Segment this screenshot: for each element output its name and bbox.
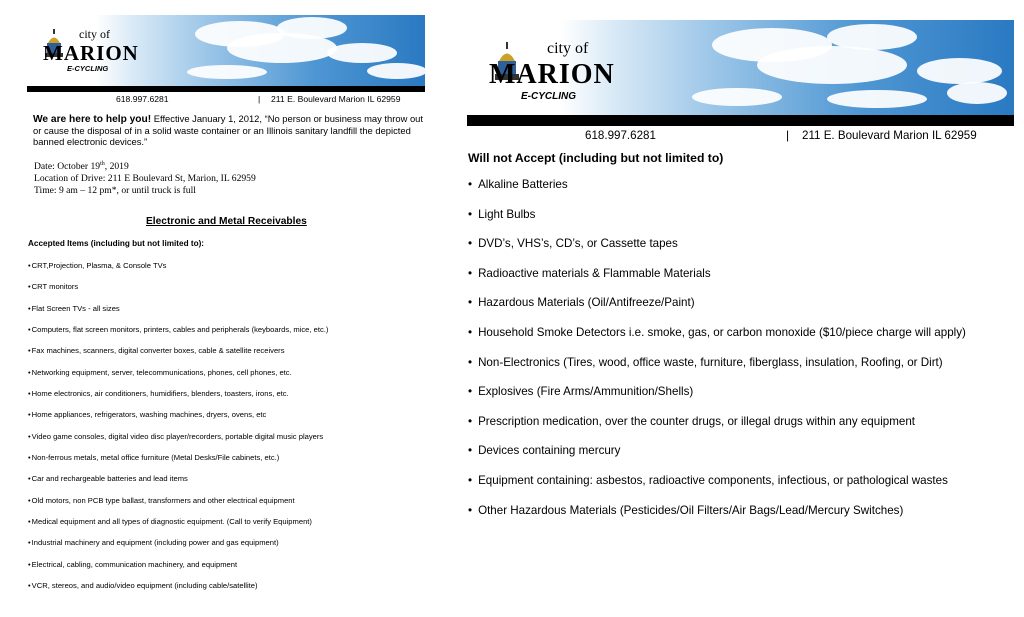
- bullet-icon: •: [28, 431, 31, 441]
- logo-marion-text: MARION: [43, 41, 139, 65]
- phone-number: 618.997.6281: [116, 94, 169, 104]
- rejected-item: [468, 296, 966, 326]
- accepted-item: [28, 368, 328, 389]
- drive-time: Time: 9 am – 12 pm*, or until truck is full: [34, 185, 196, 197]
- accepted-item: [28, 325, 328, 346]
- rejected-items-list: [468, 178, 966, 533]
- accepted-item-text: Industrial machinery and equipment (including power and gas equipment): [31, 538, 279, 548]
- accepted-item-text: Electrical, cabling, communication machinery, and equipment: [31, 559, 238, 569]
- bullet-icon: •: [468, 296, 473, 310]
- accepted-item-text: Car and rechargeable batteries and lead items: [31, 474, 188, 484]
- logo-city-text: city of: [547, 40, 589, 57]
- accepted-items-list: [28, 261, 328, 603]
- cloud: [692, 88, 782, 106]
- bullet-icon: •: [28, 261, 31, 270]
- accepted-item: [28, 282, 328, 303]
- bullet-icon: •: [28, 303, 31, 313]
- accepted-item: [28, 453, 328, 474]
- bullet-icon: •: [28, 389, 31, 399]
- accepted-item-text: Networking equipment, server, telecommunications, phones, cell phones, etc.: [31, 367, 292, 377]
- accepted-item: [28, 346, 328, 367]
- rejected-item-text: Equipment containing: asbestos, radioactive components, infectious, or pathological wastes: [478, 473, 948, 487]
- bullet-icon: •: [28, 474, 31, 484]
- phone-number: 618.997.6281: [585, 129, 656, 142]
- accepted-item: [28, 517, 328, 538]
- logo-ecycling-text: E-CYCLING: [521, 91, 576, 102]
- cloud: [277, 17, 347, 39]
- cloud: [187, 65, 267, 79]
- address: 211 E. Boulevard Marion IL 62959: [271, 94, 401, 104]
- rejected-item: [468, 178, 966, 208]
- cloud: [827, 24, 917, 50]
- logo-marion-text: MARION: [489, 59, 615, 90]
- bullet-icon: •: [28, 581, 31, 591]
- intro-text: Effective January 1, 2012, “No person or business may throw out or cause the disposal of in a solid waste container or an Illinois sanitary landfill the depicted banned electronic devices.”: [33, 113, 423, 147]
- cloud: [367, 63, 425, 79]
- rejected-item: [468, 385, 966, 415]
- bullet-icon: •: [468, 266, 473, 280]
- rejected-item-text: Prescription medication, over the counter drugs, or illegal drugs within any equipment: [478, 414, 915, 428]
- rejected-item-text: Non-Electronics (Tires, wood, office waste, furniture, fiberglass, insulation, Roofing, or Dirt): [478, 355, 943, 369]
- drive-location: Location of Drive: 211 E Boulevard St, Marion, IL 62959: [34, 173, 256, 185]
- bullet-icon: •: [468, 385, 473, 399]
- bullet-icon: •: [468, 355, 473, 369]
- accepted-item: [28, 581, 328, 602]
- accepted-item-text: Home appliances, refrigerators, washing machines, dryers, ovens, etc: [31, 410, 267, 420]
- logo-ecycling-text: E-CYCLING: [67, 64, 109, 73]
- bullet-icon: •: [468, 414, 473, 428]
- bullet-icon: •: [28, 453, 31, 463]
- banner-bar: [467, 115, 1014, 126]
- bullet-icon: •: [28, 325, 31, 335]
- accepted-item: [28, 496, 328, 517]
- bullet-icon: •: [468, 178, 473, 191]
- rejected-item-text: Other Hazardous Materials (Pesticides/Oil Filters/Air Bags/Lead/Mercury Switches): [478, 503, 904, 517]
- accepted-item-text: VCR, stereos, and audio/video equipment (including cable/satellite): [31, 581, 258, 591]
- contact-divider: |: [786, 128, 790, 142]
- section-heading: Electronic and Metal Receivables: [146, 216, 307, 227]
- rejected-item: [468, 208, 966, 238]
- rejected-item: [468, 267, 966, 297]
- rejected-item: [468, 237, 966, 267]
- cloud: [947, 82, 1007, 104]
- bullet-icon: •: [468, 325, 473, 339]
- drive-details: [34, 158, 256, 197]
- accepted-item-text: Medical equipment and all types of diagnostic equipment. (Call to verify Equipment): [31, 517, 312, 527]
- bullet-icon: •: [468, 207, 473, 221]
- rejected-item-text: Explosives (Fire Arms/Ammunition/Shells): [478, 385, 694, 399]
- left-header-banner: [27, 15, 425, 92]
- cloud: [917, 58, 1002, 84]
- rejected-item: [468, 504, 966, 534]
- accepted-item: [28, 474, 328, 495]
- accepted-item-text: CRT monitors: [31, 282, 79, 292]
- accepted-item-text: Computers, flat screen monitors, printers, cables and peripherals (keyboards, mice, etc.): [31, 325, 329, 335]
- date-sup: th: [100, 161, 105, 167]
- date-value: October 19: [57, 161, 101, 173]
- bullet-icon: •: [468, 444, 473, 458]
- intro-paragraph: [33, 113, 428, 147]
- bullet-icon: •: [28, 282, 31, 292]
- rejected-item: [468, 474, 966, 504]
- rejected-item-text: Household Smoke Detectors i.e. smoke, gas, or carbon monoxide ($10/piece charge will apply): [478, 325, 966, 339]
- bullet-icon: •: [28, 367, 31, 377]
- bullet-icon: •: [468, 237, 473, 251]
- bullet-icon: •: [468, 503, 473, 517]
- drive-date: [34, 158, 256, 173]
- right-flyer-page: [440, 0, 1024, 617]
- accepted-item: [28, 410, 328, 431]
- rejected-item: [468, 415, 966, 445]
- rejected-item-text: DVD’s, VHS’s, CD’s, or Cassette tapes: [478, 237, 678, 251]
- banner-bar: [27, 86, 425, 92]
- rejected-item-text: Radioactive materials & Flammable Materials: [478, 266, 711, 280]
- intro-bold: We are here to help you!: [33, 114, 152, 125]
- accepted-item-text: Old motors, non PCB type ballast, transformers and other electrical equipment: [31, 495, 295, 505]
- bullet-icon: •: [28, 410, 31, 420]
- rejected-item: [468, 326, 966, 356]
- accepted-items-title: Accepted Items (including but not limited to):: [28, 239, 205, 248]
- rejected-item-text: Alkaline Batteries: [478, 178, 568, 191]
- accepted-item: [28, 432, 328, 453]
- accepted-item: [28, 560, 328, 581]
- bullet-icon: •: [468, 473, 473, 487]
- bullet-icon: •: [28, 517, 31, 527]
- rejected-item-text: Hazardous Materials (Oil/Antifreeze/Paint): [478, 296, 695, 310]
- logo-city-text: city of: [79, 27, 110, 41]
- bullet-icon: •: [28, 346, 31, 356]
- rejected-item: [468, 444, 966, 474]
- cloud: [827, 90, 927, 108]
- date-year: , 2019: [104, 161, 129, 173]
- bullet-icon: •: [28, 538, 31, 548]
- accepted-item-text: Video game consoles, digital video disc player/recorders, portable digital music players: [31, 431, 324, 441]
- accepted-item-text: Home electronics, air conditioners, humidifiers, blenders, toasters, irons, etc.: [31, 389, 289, 399]
- accepted-item: [28, 389, 328, 410]
- cloud: [757, 46, 907, 84]
- date-label: Date:: [34, 161, 55, 173]
- contact-divider: |: [258, 94, 261, 104]
- address: 211 E. Boulevard Marion IL 62959: [802, 129, 977, 142]
- bullet-icon: •: [28, 559, 31, 569]
- left-flyer-page: [0, 0, 440, 617]
- will-not-accept-title: Will not Accept (including but not limited to): [468, 151, 724, 165]
- accepted-item: [28, 304, 328, 325]
- accepted-item: [28, 538, 328, 559]
- rejected-item-text: Devices containing mercury: [478, 444, 621, 458]
- accepted-item: [28, 261, 328, 282]
- bullet-icon: •: [28, 495, 31, 505]
- rejected-item-text: Light Bulbs: [478, 207, 536, 221]
- city-logo: [39, 23, 149, 79]
- rejected-item: [468, 356, 966, 386]
- accepted-item-text: Flat Screen TVs - all sizes: [31, 303, 120, 313]
- accepted-item-text: Fax machines, scanners, digital converter boxes, cable & satellite receivers: [31, 346, 285, 356]
- accepted-item-text: Non-ferrous metals, metal office furniture (Metal Desks/File cabinets, etc.): [31, 453, 280, 463]
- cloud: [327, 43, 397, 63]
- right-header-banner: [467, 20, 1014, 126]
- city-logo: [489, 34, 639, 112]
- accepted-item-text: CRT,Projection, Plasma, & Console TVs: [31, 261, 167, 270]
